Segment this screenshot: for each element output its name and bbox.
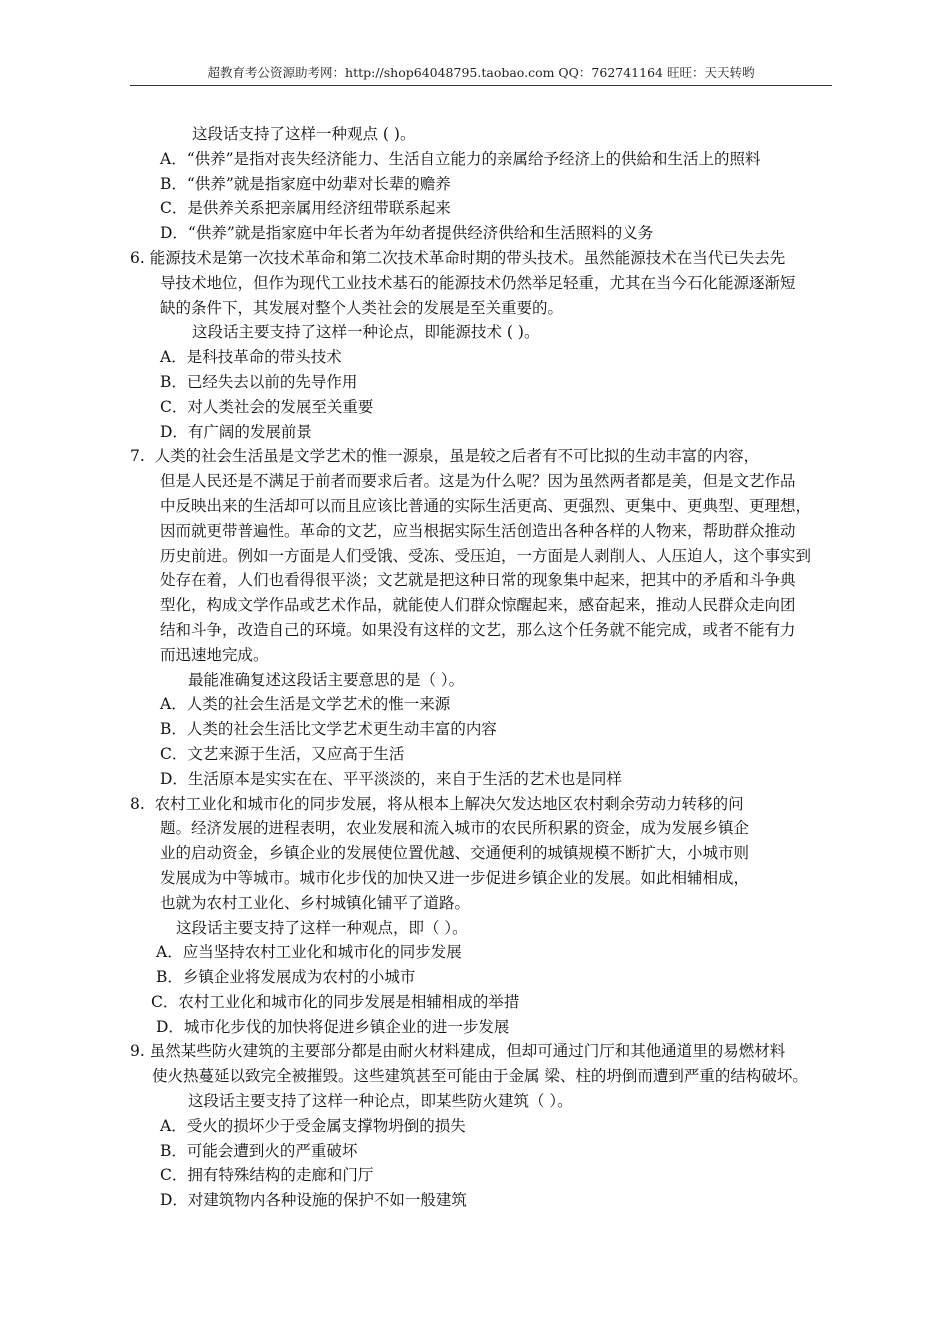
question-paragraph-line: 也就为农村工业化、乡村城镇化铺平了道路。 xyxy=(160,893,471,912)
option-c: C．是供养关系把亲属用经济纽带联系起来 xyxy=(160,199,451,218)
question-number: 9. xyxy=(130,1042,145,1061)
question-stem: 这段话主要支持了这样一种论点，即能源技术 ( )。 xyxy=(192,323,540,342)
option-a: A．应当坚持农村工业化和城市化的同步发展 xyxy=(156,943,462,962)
question-paragraph-line: 题。经济发展的进程表明，农业发展和流入城市的农民所积累的资金，成为发展乡镇企 xyxy=(160,819,750,838)
question-paragraph-line: 使火热蔓延以致完全被摧毁。这些建筑甚至可能由于金属 梁、柱的坍倒而遭到严重的结构破坏。 xyxy=(152,1067,808,1086)
option-c: C．文艺来源于生活，又应高于生活 xyxy=(160,744,405,763)
question-paragraph-line: 7. 人类的社会生活虽是文学艺术的惟一源泉，虽是较之后者有不可比拟的生动丰富的内容， xyxy=(130,447,760,466)
page-header: 超教育考公资源助考网：http://shop64048795.taobao.com QQ：762741164 旺旺：天天转哟 xyxy=(207,65,755,80)
option-a: A．是科技革命的带头技术 xyxy=(160,348,342,367)
option-a: A．受火的损坏少于受金属支撑物坍倒的损失 xyxy=(160,1116,466,1135)
question-paragraph-line: 导技术地位，但作为现代工业技术基石的能源技术仍然举足轻重，尤其在当今石化能源逐渐短 xyxy=(160,273,796,292)
question-paragraph-line: 结和斗争，改造自己的环境。如果没有这样的文艺，那么这个任务就不能完成，或者不能有力 xyxy=(160,620,796,639)
question-7 xyxy=(0,444,950,791)
question-paragraph-line: 因而就更带普遍性。革命的文艺，应当根据实际生活创造出各种各样的人物来，帮助群众推动 xyxy=(160,521,796,540)
option-b: B．人类的社会生活比文学艺术更生动丰富的内容 xyxy=(160,720,497,739)
question-number: 6. xyxy=(130,248,145,267)
option-b: B．可能会遭到火的严重破坏 xyxy=(160,1141,358,1160)
option-b: B．乡镇企业将发展成为农村的小城市 xyxy=(156,968,416,987)
option-c: C．拥有特殊结构的走廊和门厅 xyxy=(160,1166,374,1185)
question-paragraph-line: 历史前进。例如一方面是人们受饿、受冻、受压迫，一方面是人剥削人、人压迫人，这个事实到 xyxy=(160,546,812,565)
question-paragraph-line: 型化，构成文学作品或艺术作品，就能使人们群众惊醒起来，感奋起来，推动人民群众走向团 xyxy=(160,596,796,615)
question-stem: 这段话主要支持了这样一种论点，即某些防火建筑（ ）。 xyxy=(188,1092,573,1111)
question-stem: 这段话主要支持了这样一种观点，即（ ）。 xyxy=(176,918,468,937)
question-5 xyxy=(0,122,950,246)
question-paragraph-line: 中反映出来的生活却可以而且应该比普通的实际生活更高、更强烈、更集中、更典型、更理想， xyxy=(160,496,812,515)
option-c: C．农村工业化和城市化的同步发展是相辅相成的举措 xyxy=(151,992,520,1011)
question-number: 8. xyxy=(130,794,145,813)
header-divider xyxy=(130,85,832,86)
option-b: B．已经失去以前的先导作用 xyxy=(160,372,358,391)
question-paragraph-line: 6. 能源技术是第一次技术革命和第二次技术革命时期的带头技术。虽然能源技术在当代已失去先 xyxy=(130,248,786,267)
option-a: A．人类的社会生活是文学艺术的惟一来源 xyxy=(160,695,451,714)
question-number: 7. xyxy=(130,447,145,466)
question-paragraph-line: 而迅速地完成。 xyxy=(160,645,269,664)
option-c: C．对人类社会的发展至关重要 xyxy=(160,397,374,416)
option-d: D．生活原本是实实在在、平平淡淡的，来自于生活的艺术也是同样 xyxy=(160,769,622,788)
question-stem: 这段话支持了这样一种观点 ( )。 xyxy=(192,125,416,143)
question-paragraph-line: 8. 农村工业化和城市化的同步发展，将从根本上解决欠发达地区农村剩余劳动力转移的问 xyxy=(130,794,744,813)
question-9 xyxy=(0,1039,950,1213)
option-d: D．“供养”就是指家庭中年长者为年幼者提供经济供给和生活照料的义务 xyxy=(160,224,654,243)
question-paragraph-line: 发展成为中等城市。城市化步伐的加快又进一步促进乡镇企业的发展。如此相辅相成， xyxy=(160,868,750,887)
question-6 xyxy=(0,246,950,444)
question-paragraph-line: 9. 虽然某些防火建筑的主要部分都是由耐火材料建成，但却可通过门厅和其他通道里的易燃材料 xyxy=(130,1042,786,1061)
option-d: D．城市化步伐的加快将促进乡镇企业的进一步发展 xyxy=(156,1017,510,1036)
question-8 xyxy=(0,792,950,1040)
option-a: A．“供养”是指对丧失经济能力、生活自立能力的亲属给予经济上的供給和生活上的照料 xyxy=(160,149,761,168)
option-b: B．“供养”就是指家庭中幼辈对长辈的赡养 xyxy=(160,174,451,193)
option-d: D．对建筑物内各种设施的保护不如一般建筑 xyxy=(160,1191,467,1210)
question-paragraph-line: 缺的条件下，其发展对整个人类社会的发展是至关重要的。 xyxy=(160,298,564,317)
question-paragraph-line: 但是人民还是不满足于前者而要求后者。这是为什么呢？因为虽然两者都是美，但是文艺作品 xyxy=(160,472,796,491)
page-content xyxy=(0,122,950,1213)
option-d: D．有广阔的发展前景 xyxy=(160,422,312,441)
question-paragraph-line: 业的启动资金，乡镇企业的发展使位置优越、交通便利的城镇规模不断扩大，小城市则 xyxy=(160,844,750,863)
question-paragraph-line: 处存在着，人们也看得很平淡；文艺就是把这种日常的现象集中起来，把其中的矛盾和斗争典 xyxy=(160,571,796,590)
question-stem: 最能准确复述这段话主要意思的是（ ）。 xyxy=(188,670,465,689)
